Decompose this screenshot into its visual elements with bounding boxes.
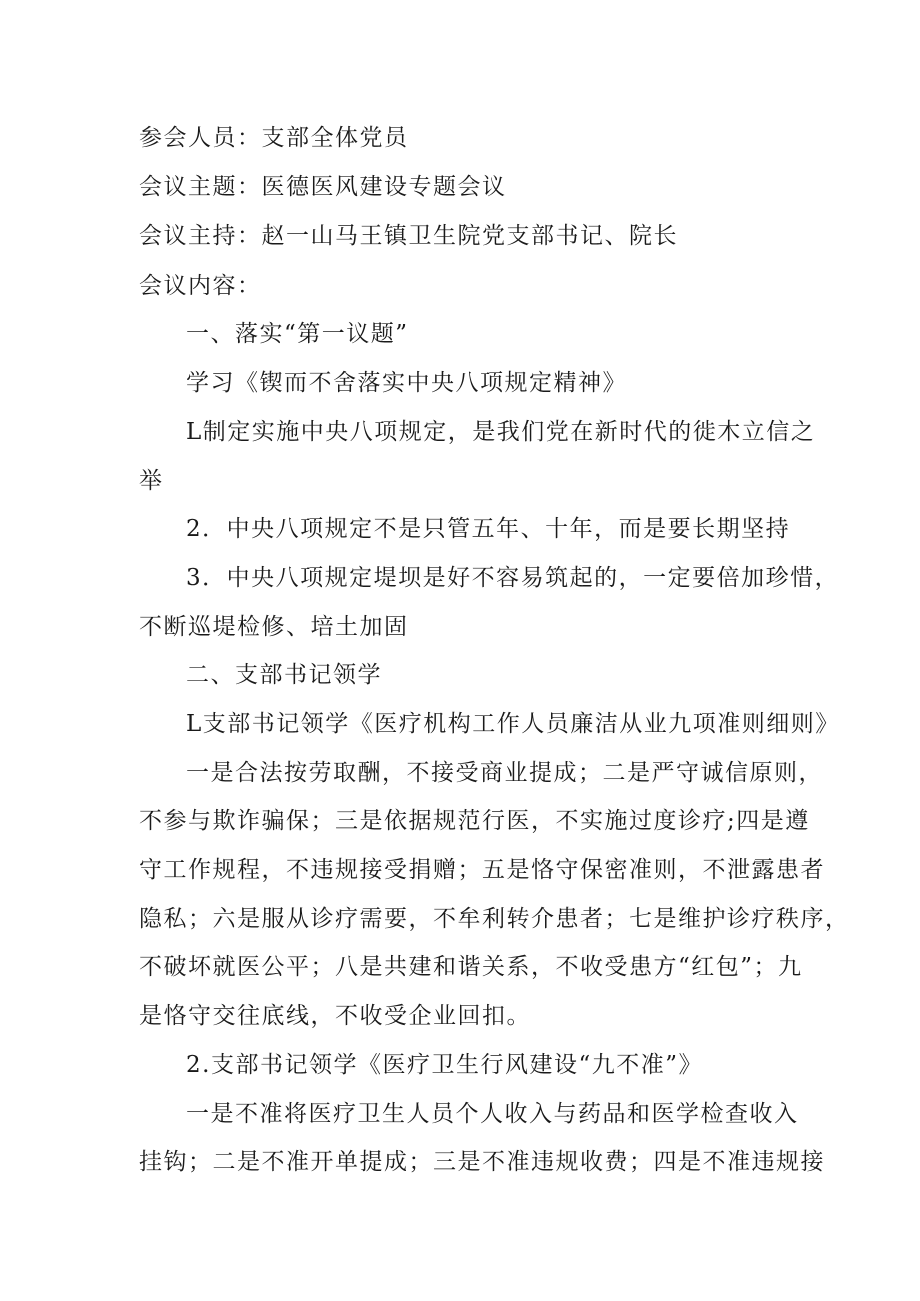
paragraph-line: L支部书记领学《医疗机构工作人员廉洁从业九项准则细则》 [186,711,840,737]
paragraph-line: 隐私；六是服从诊疗需要，不牟利转介患者；七是维护诊疗秩序， [139,906,850,932]
paragraph-line: 挂钩；二是不准开单提成；三是不准违规收费；四是不准违规接 [139,1149,825,1175]
paragraph-line: 一是合法按劳取酬，不接受商业提成；二是严守诚信原则， [186,760,823,786]
paragraph-line: 一是不准将医疗卫生人员个人收入与药品和医学检查收入 [186,1101,799,1127]
paragraph-line: 守工作规程，不违规接受捐赠；五是恪守保密准则，不泄露患者 [139,857,825,883]
paragraph-line: 学习《锲而不舍落实中央八项规定精神》 [186,370,627,396]
meeting-topic-line: 会议主题：医德医风建设专题会议 [139,174,507,200]
attendees-line: 参会人员：支部全体党员 [139,125,409,151]
paragraph-line: 2．中央八项规定不是只管五年、十年，而是要长期坚持 [186,516,791,542]
paragraph-line: 不参与欺诈骗保；三是依据规范行医，不实施过度诊疗;四是遵 [139,808,810,834]
paragraph-line: 2.支部书记领学《医疗卫生行风建设“九不准”》 [186,1052,703,1078]
meeting-content-label: 会议内容： [139,273,262,299]
section-heading-2: 二、支部书记领学 [186,662,382,688]
paragraph-line: 3．中央八项规定堤坝是好不容易筑起的，一定要倍加珍惜， [186,565,840,591]
paragraph-line: 是恪守交往底线，不收受企业回扣。 [139,1003,531,1029]
paragraph-line: 不破坏就医公平；八是共建和谐关系，不收受患方“红包”；九 [139,954,803,980]
paragraph-line: 举 [139,468,164,494]
meeting-host-line: 会议主持：赵一山马王镇卫生院党支部书记、院长 [139,223,678,249]
section-heading-1: 一、落实“第一议题” [186,321,409,347]
paragraph-line: L制定实施中央八项规定，是我们党在新时代的徙木立信之 [186,419,816,445]
paragraph-line: 不断巡堤检修、培土加固 [139,614,409,640]
